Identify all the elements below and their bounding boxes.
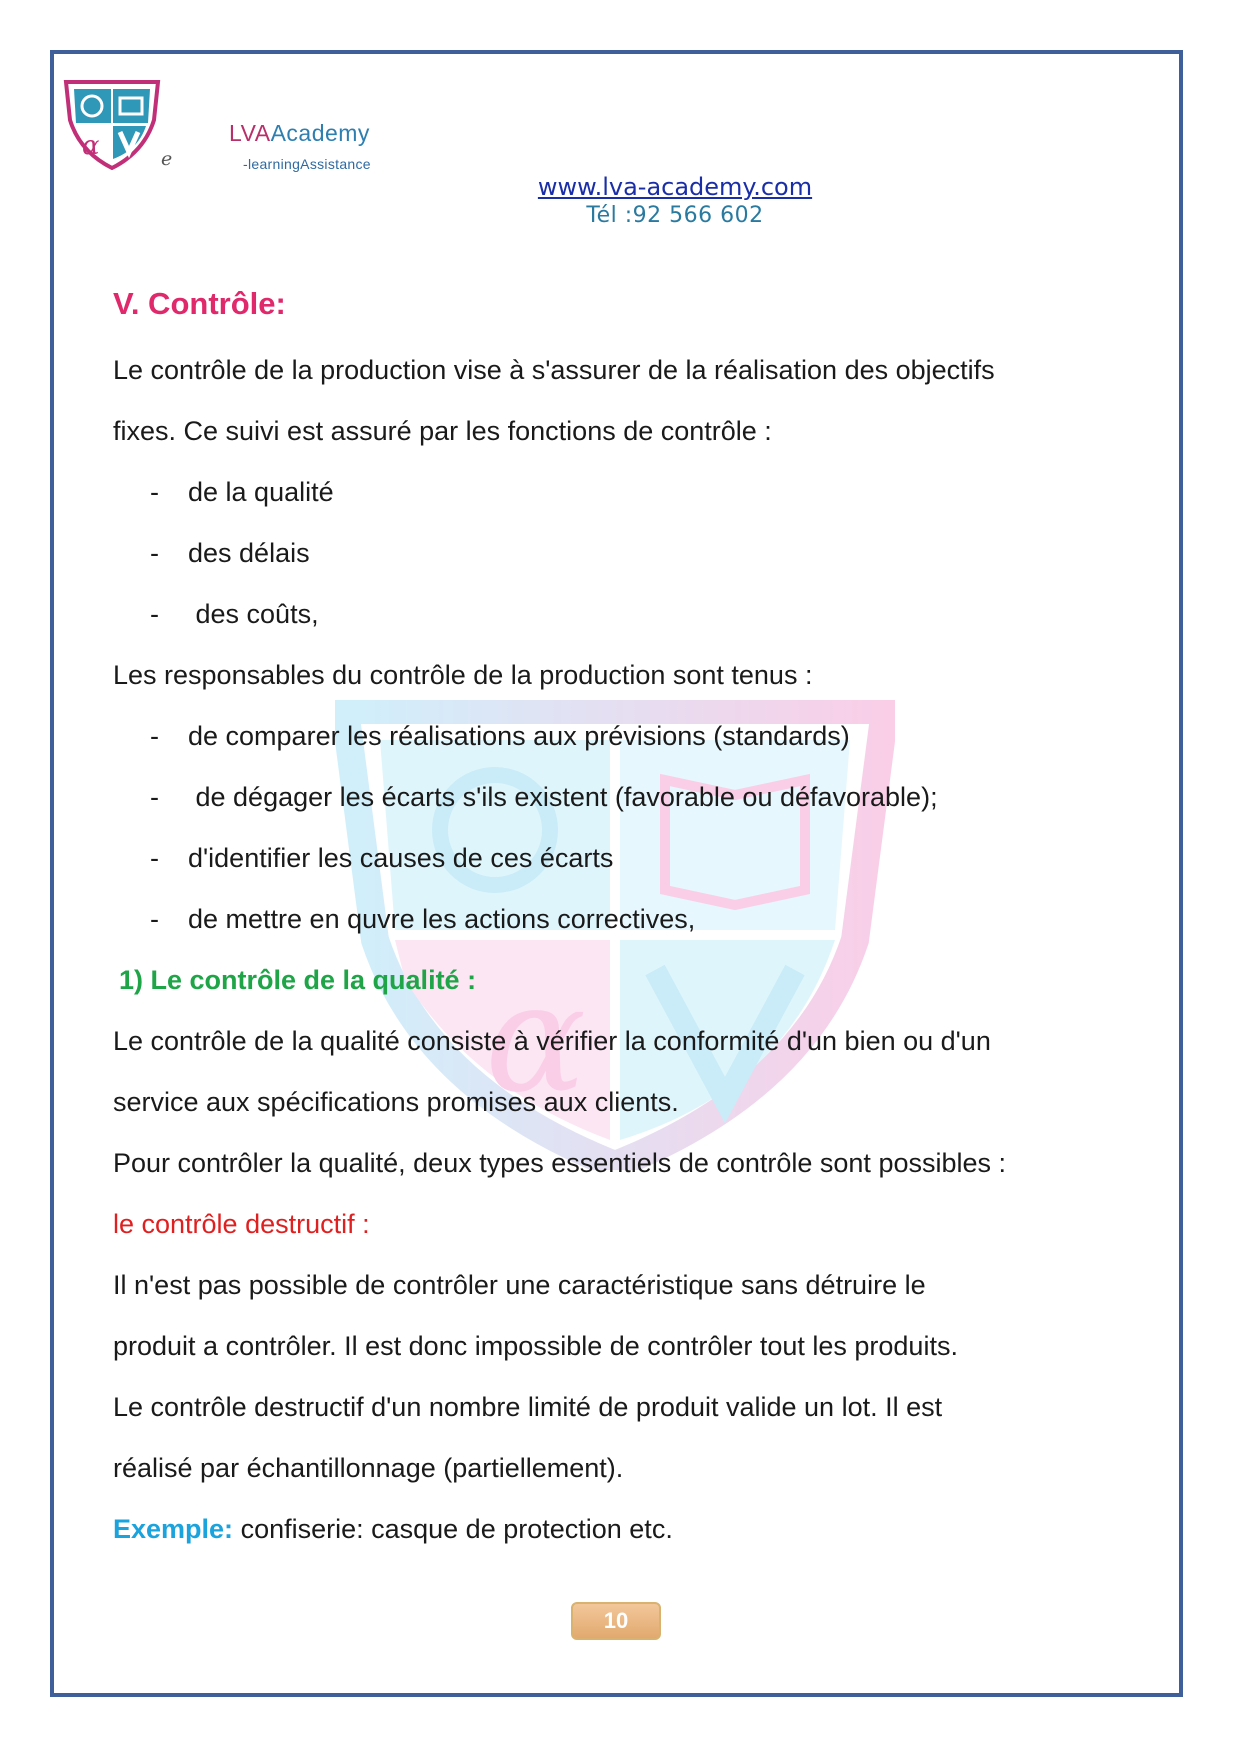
paragraph-line: produit a contrôler. Il est donc impossible de contrôler tout les produits. [113,1331,958,1361]
paragraph-line: réalisé par échantillonnage (partiellement). [113,1453,624,1483]
section-title: V. Contrôle: [113,286,286,321]
list-dash: - [150,904,159,934]
page-number: 10 [571,1602,661,1640]
list-item-text: des délais [188,538,310,568]
brand-lva: LVA [229,120,271,146]
list-dash: - [150,843,159,873]
phone-number: Tél :92 566 602 [586,203,764,228]
example-label: Exemple: [113,1514,234,1544]
paragraph-line: Il n'est pas possible de contrôler une caractéristique sans détruire le [113,1270,926,1300]
paragraph-line: fixes. Ce suivi est assuré par les fonctions de contrôle : [113,416,772,446]
list-item [113,706,1133,767]
example-line [113,1499,1133,1560]
list-dash: - [150,477,159,507]
brand-tagline: -learningAssistance [243,156,371,172]
list-item [113,584,1133,645]
list-dash: - [150,538,159,568]
subsection-title: 1) Le contrôle de la qualité : [119,965,477,995]
example-text: confiserie: casque de protection etc. [233,1514,673,1544]
list-dash: - [150,721,159,751]
list-dash: - [150,782,159,812]
list-item [113,828,1133,889]
destructive-control-heading: le contrôle destructif : [113,1209,370,1239]
list-item-text: de dégager les écarts s'ils existent (favorable ou défavorable); [188,782,938,812]
list-item-text: de comparer les réalisations aux prévisions (standards) [188,721,850,751]
logo-e-mark: e [161,148,173,170]
list-item-text: des coûts, [188,599,319,629]
list-item [113,523,1133,584]
paragraph-line: Le contrôle destructif d'un nombre limité de produit valide un lot. Il est [113,1392,943,1422]
paragraph-line: Les responsables du contrôle de la production sont tenus : [113,660,813,690]
paragraph-line: Le contrôle de la production vise à s'assurer de la réalisation des objectifs [113,355,995,385]
svg-text:α: α [485,952,587,1126]
list-item-text: de la qualité [188,477,334,507]
lva-academy-logo [62,80,162,170]
brand-academy: Academy [270,120,370,146]
paragraph-line: Pour contrôler la qualité, deux types essentiels de contrôle sont possibles : [113,1148,1007,1178]
paragraph-line: service aux spécifications promises aux clients. [113,1087,679,1117]
paragraph-line: Le contrôle de la qualité consiste à vérifier la conformité d'un bien ou d'un [113,1026,991,1056]
list-item-text: de mettre en quvre les actions correctives, [188,904,696,934]
list-dash: - [150,599,159,629]
website-link[interactable]: www.lva-academy.com [537,173,813,201]
list-item [113,889,1133,950]
list-item [113,767,1133,828]
document-body [113,278,1133,1560]
list-item [113,462,1133,523]
svg-text:α: α [82,131,100,161]
brand-name [229,120,370,147]
list-item-text: d'identifier les causes de ces écarts [188,843,614,873]
